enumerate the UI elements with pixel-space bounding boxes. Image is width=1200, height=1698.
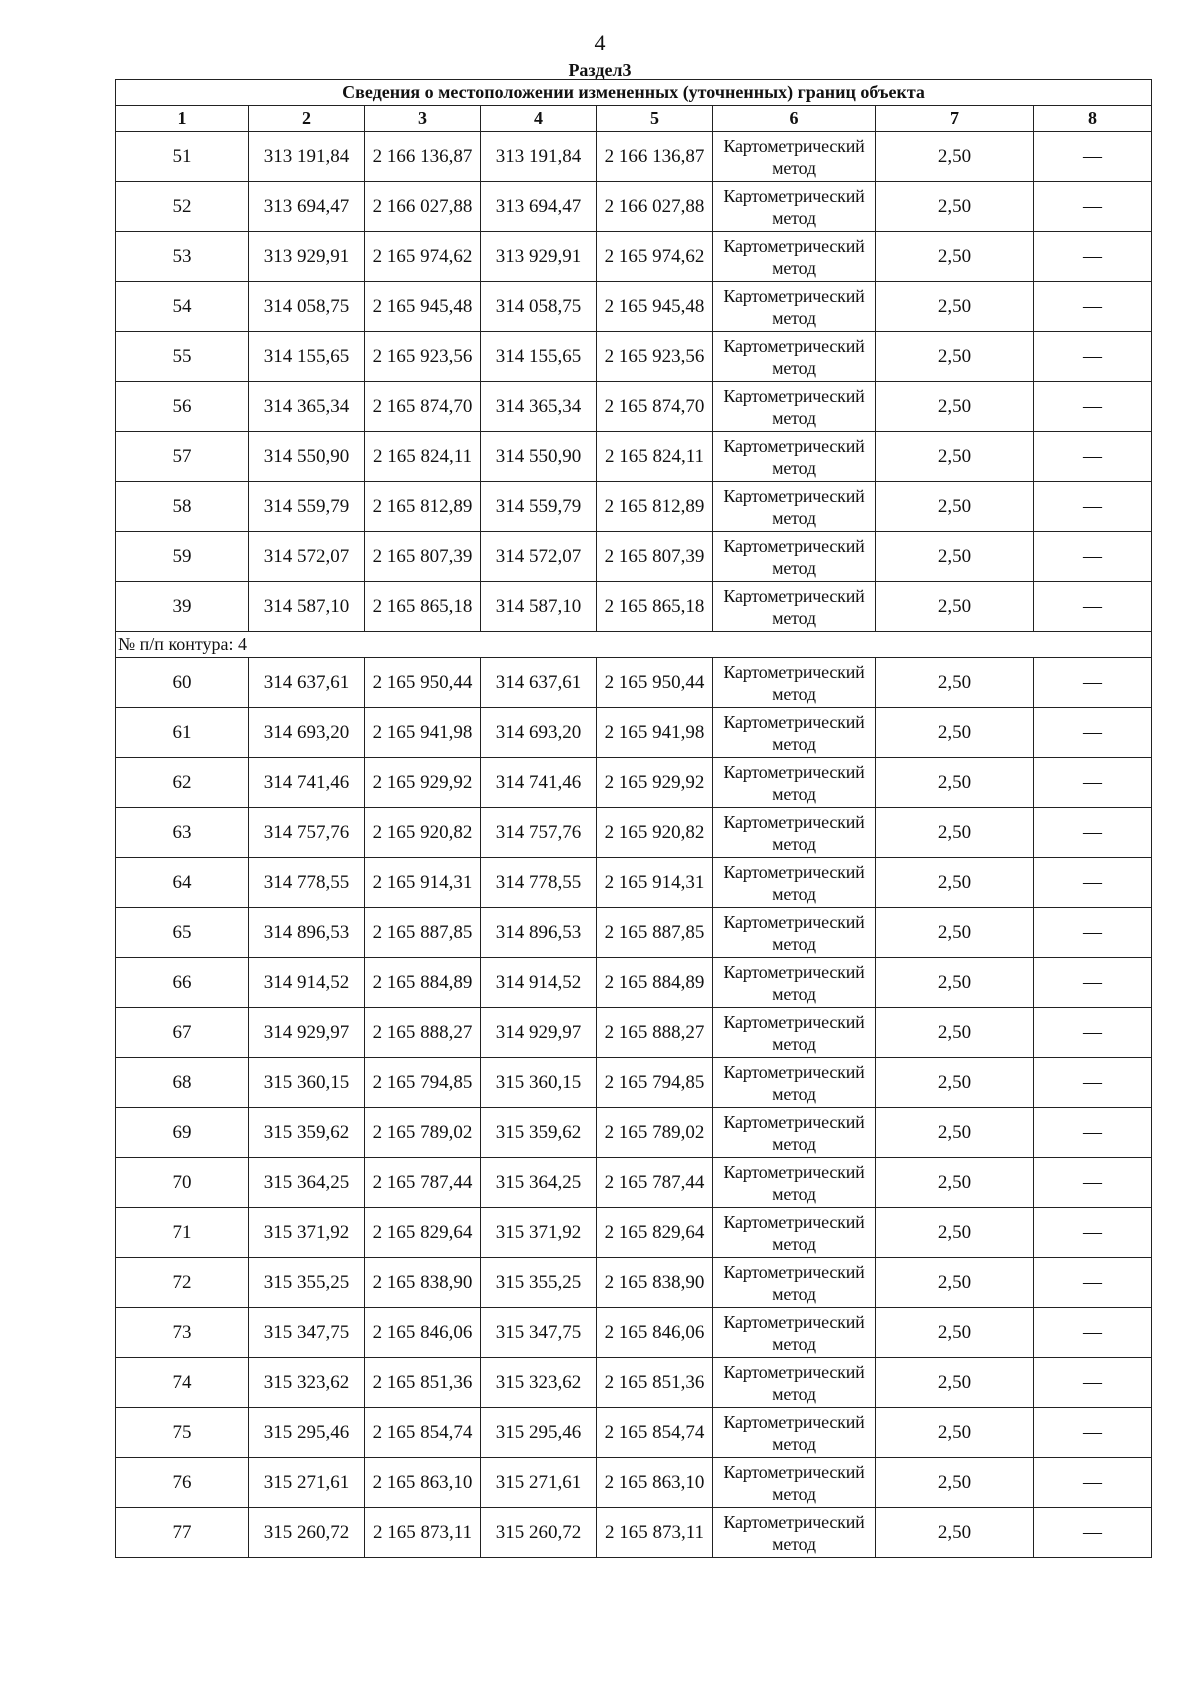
x-new-cell: 314 365,34 (481, 382, 597, 432)
coordinates-table (115, 79, 1152, 1558)
y-old-cell: 2 165 851,36 (365, 1358, 481, 1408)
contour-label: № п/п контура: 4 (116, 632, 1152, 658)
x-old-cell: 314 929,97 (249, 1008, 365, 1058)
column-header: 5 (597, 106, 713, 132)
y-new-cell: 2 165 873,11 (597, 1508, 713, 1558)
accuracy-cell: 2,50 (876, 332, 1034, 382)
method-cell: Картометрический метод (713, 582, 876, 632)
table-row (116, 1208, 1152, 1258)
table-row (116, 182, 1152, 232)
description-cell: — (1034, 958, 1152, 1008)
x-new-cell: 314 572,07 (481, 532, 597, 582)
table-row (116, 1008, 1152, 1058)
accuracy-cell: 2,50 (876, 658, 1034, 708)
x-new-cell: 314 741,46 (481, 758, 597, 808)
description-cell: — (1034, 908, 1152, 958)
method-cell: Картометрический метод (713, 282, 876, 332)
point-number-cell: 60 (116, 658, 249, 708)
method-cell: Картометрический метод (713, 858, 876, 908)
description-cell: — (1034, 1108, 1152, 1158)
x-new-cell: 315 260,72 (481, 1508, 597, 1558)
x-old-cell: 314 550,90 (249, 432, 365, 482)
table-row (116, 1058, 1152, 1108)
x-new-cell: 314 559,79 (481, 482, 597, 532)
description-cell: — (1034, 1158, 1152, 1208)
method-cell: Картометрический метод (713, 1208, 876, 1258)
accuracy-cell: 2,50 (876, 1458, 1034, 1508)
point-number-cell: 77 (116, 1508, 249, 1558)
x-new-cell: 315 347,75 (481, 1308, 597, 1358)
x-new-cell: 315 271,61 (481, 1458, 597, 1508)
point-number-cell: 39 (116, 582, 249, 632)
point-number-cell: 71 (116, 1208, 249, 1258)
y-new-cell: 2 165 789,02 (597, 1108, 713, 1158)
point-number-cell: 62 (116, 758, 249, 808)
method-cell: Картометрический метод (713, 482, 876, 532)
description-cell: — (1034, 758, 1152, 808)
method-cell: Картометрический метод (713, 808, 876, 858)
y-old-cell: 2 165 950,44 (365, 658, 481, 708)
point-number-cell: 68 (116, 1058, 249, 1108)
point-number-cell: 51 (116, 132, 249, 182)
y-new-cell: 2 165 846,06 (597, 1308, 713, 1358)
y-new-cell: 2 165 812,89 (597, 482, 713, 532)
y-old-cell: 2 165 787,44 (365, 1158, 481, 1208)
description-cell: — (1034, 282, 1152, 332)
x-new-cell: 314 155,65 (481, 332, 597, 382)
point-number-cell: 58 (116, 482, 249, 532)
y-old-cell: 2 165 838,90 (365, 1258, 481, 1308)
description-cell: — (1034, 132, 1152, 182)
y-old-cell: 2 165 888,27 (365, 1008, 481, 1058)
point-number-cell: 57 (116, 432, 249, 482)
method-cell: Картометрический метод (713, 1258, 876, 1308)
accuracy-cell: 2,50 (876, 708, 1034, 758)
y-new-cell: 2 165 945,48 (597, 282, 713, 332)
x-old-cell: 314 741,46 (249, 758, 365, 808)
x-old-cell: 315 359,62 (249, 1108, 365, 1158)
description-cell: — (1034, 1508, 1152, 1558)
accuracy-cell: 2,50 (876, 1158, 1034, 1208)
y-old-cell: 2 165 854,74 (365, 1408, 481, 1458)
accuracy-cell: 2,50 (876, 808, 1034, 858)
y-new-cell: 2 165 829,64 (597, 1208, 713, 1258)
x-old-cell: 314 914,52 (249, 958, 365, 1008)
table-row (116, 708, 1152, 758)
x-old-cell: 313 929,91 (249, 232, 365, 282)
point-number-cell: 53 (116, 232, 249, 282)
x-old-cell: 315 347,75 (249, 1308, 365, 1358)
x-old-cell: 314 896,53 (249, 908, 365, 958)
x-old-cell: 315 295,46 (249, 1408, 365, 1458)
point-number-cell: 56 (116, 382, 249, 432)
description-cell: — (1034, 658, 1152, 708)
x-new-cell: 315 360,15 (481, 1058, 597, 1108)
x-new-cell: 315 295,46 (481, 1408, 597, 1458)
x-old-cell: 315 323,62 (249, 1358, 365, 1408)
x-old-cell: 314 778,55 (249, 858, 365, 908)
accuracy-cell: 2,50 (876, 908, 1034, 958)
y-old-cell: 2 165 863,10 (365, 1458, 481, 1508)
y-new-cell: 2 165 865,18 (597, 582, 713, 632)
method-cell: Картометрический метод (713, 708, 876, 758)
method-cell: Картометрический метод (713, 758, 876, 808)
x-old-cell: 314 587,10 (249, 582, 365, 632)
table-row (116, 482, 1152, 532)
point-number-cell: 61 (116, 708, 249, 758)
table-row (116, 1458, 1152, 1508)
column-header: 8 (1034, 106, 1152, 132)
method-cell: Картометрический метод (713, 132, 876, 182)
description-cell: — (1034, 1058, 1152, 1108)
table-row (116, 658, 1152, 708)
x-old-cell: 314 058,75 (249, 282, 365, 332)
table-row (116, 432, 1152, 482)
table-row (116, 1408, 1152, 1458)
x-old-cell: 315 364,25 (249, 1158, 365, 1208)
x-new-cell: 315 371,92 (481, 1208, 597, 1258)
y-old-cell: 2 165 829,64 (365, 1208, 481, 1258)
y-new-cell: 2 165 920,82 (597, 808, 713, 858)
y-old-cell: 2 165 974,62 (365, 232, 481, 282)
table-row (116, 958, 1152, 1008)
accuracy-cell: 2,50 (876, 1058, 1034, 1108)
y-new-cell: 2 165 851,36 (597, 1358, 713, 1408)
description-cell: — (1034, 808, 1152, 858)
table-row (116, 808, 1152, 858)
x-old-cell: 315 355,25 (249, 1258, 365, 1308)
y-old-cell: 2 165 887,85 (365, 908, 481, 958)
method-cell: Картометрический метод (713, 1058, 876, 1108)
description-cell: — (1034, 382, 1152, 432)
description-cell: — (1034, 1008, 1152, 1058)
point-number-cell: 69 (116, 1108, 249, 1158)
x-new-cell: 314 550,90 (481, 432, 597, 482)
point-number-cell: 64 (116, 858, 249, 908)
column-header: 1 (116, 106, 249, 132)
accuracy-cell: 2,50 (876, 182, 1034, 232)
y-new-cell: 2 166 136,87 (597, 132, 713, 182)
contour-row (116, 632, 1152, 658)
column-header-row (116, 106, 1152, 132)
y-old-cell: 2 165 807,39 (365, 532, 481, 582)
method-cell: Картометрический метод (713, 658, 876, 708)
y-old-cell: 2 166 136,87 (365, 132, 481, 182)
y-new-cell: 2 165 863,10 (597, 1458, 713, 1508)
point-number-cell: 75 (116, 1408, 249, 1458)
description-cell: — (1034, 1458, 1152, 1508)
x-old-cell: 315 360,15 (249, 1058, 365, 1108)
table-row (116, 758, 1152, 808)
y-new-cell: 2 165 929,92 (597, 758, 713, 808)
x-old-cell: 315 260,72 (249, 1508, 365, 1558)
y-old-cell: 2 165 884,89 (365, 958, 481, 1008)
x-new-cell: 315 323,62 (481, 1358, 597, 1408)
x-old-cell: 314 757,76 (249, 808, 365, 858)
point-number-cell: 63 (116, 808, 249, 858)
method-cell: Картометрический метод (713, 1458, 876, 1508)
table-row (116, 1158, 1152, 1208)
x-new-cell: 314 637,61 (481, 658, 597, 708)
x-new-cell: 314 058,75 (481, 282, 597, 332)
description-cell: — (1034, 1308, 1152, 1358)
y-new-cell: 2 165 794,85 (597, 1058, 713, 1108)
table-row (116, 282, 1152, 332)
point-number-cell: 52 (116, 182, 249, 232)
x-old-cell: 314 572,07 (249, 532, 365, 582)
y-old-cell: 2 166 027,88 (365, 182, 481, 232)
x-old-cell: 314 559,79 (249, 482, 365, 532)
x-new-cell: 314 896,53 (481, 908, 597, 958)
y-new-cell: 2 165 941,98 (597, 708, 713, 758)
method-cell: Картометрический метод (713, 1358, 876, 1408)
y-new-cell: 2 165 874,70 (597, 382, 713, 432)
x-new-cell: 313 191,84 (481, 132, 597, 182)
point-number-cell: 54 (116, 282, 249, 332)
y-old-cell: 2 165 941,98 (365, 708, 481, 758)
column-header: 4 (481, 106, 597, 132)
x-new-cell: 315 359,62 (481, 1108, 597, 1158)
y-new-cell: 2 165 787,44 (597, 1158, 713, 1208)
point-number-cell: 74 (116, 1358, 249, 1408)
y-old-cell: 2 165 865,18 (365, 582, 481, 632)
table-row (116, 1508, 1152, 1558)
method-cell: Картометрический метод (713, 532, 876, 582)
point-number-cell: 70 (116, 1158, 249, 1208)
table-caption: Сведения о местоположении измененных (уточненных) границ объекта (116, 80, 1152, 106)
x-old-cell: 315 371,92 (249, 1208, 365, 1258)
y-old-cell: 2 165 824,11 (365, 432, 481, 482)
table-row (116, 332, 1152, 382)
method-cell: Картометрический метод (713, 332, 876, 382)
y-new-cell: 2 165 888,27 (597, 1008, 713, 1058)
x-new-cell: 315 364,25 (481, 1158, 597, 1208)
description-cell: — (1034, 482, 1152, 532)
y-old-cell: 2 165 920,82 (365, 808, 481, 858)
table-row (116, 1358, 1152, 1408)
method-cell: Картометрический метод (713, 1408, 876, 1458)
accuracy-cell: 2,50 (876, 1408, 1034, 1458)
x-old-cell: 313 191,84 (249, 132, 365, 182)
x-old-cell: 314 155,65 (249, 332, 365, 382)
y-old-cell: 2 165 945,48 (365, 282, 481, 332)
point-number-cell: 55 (116, 332, 249, 382)
y-new-cell: 2 165 974,62 (597, 232, 713, 282)
column-header: 3 (365, 106, 481, 132)
column-header: 6 (713, 106, 876, 132)
y-new-cell: 2 165 884,89 (597, 958, 713, 1008)
description-cell: — (1034, 1358, 1152, 1408)
accuracy-cell: 2,50 (876, 1108, 1034, 1158)
accuracy-cell: 2,50 (876, 382, 1034, 432)
method-cell: Картометрический метод (713, 1508, 876, 1558)
x-new-cell: 314 757,76 (481, 808, 597, 858)
x-old-cell: 313 694,47 (249, 182, 365, 232)
y-old-cell: 2 165 929,92 (365, 758, 481, 808)
description-cell: — (1034, 1258, 1152, 1308)
y-new-cell: 2 165 854,74 (597, 1408, 713, 1458)
table-row (116, 132, 1152, 182)
description-cell: — (1034, 1408, 1152, 1458)
x-old-cell: 314 693,20 (249, 708, 365, 758)
description-cell: — (1034, 582, 1152, 632)
y-old-cell: 2 165 789,02 (365, 1108, 481, 1158)
x-old-cell: 314 365,34 (249, 382, 365, 432)
y-old-cell: 2 165 874,70 (365, 382, 481, 432)
accuracy-cell: 2,50 (876, 1008, 1034, 1058)
table-row (116, 858, 1152, 908)
y-new-cell: 2 165 950,44 (597, 658, 713, 708)
accuracy-cell: 2,50 (876, 232, 1034, 282)
accuracy-cell: 2,50 (876, 1208, 1034, 1258)
table-row (116, 582, 1152, 632)
method-cell: Картометрический метод (713, 1158, 876, 1208)
point-number-cell: 65 (116, 908, 249, 958)
y-old-cell: 2 165 873,11 (365, 1508, 481, 1558)
y-new-cell: 2 165 923,56 (597, 332, 713, 382)
accuracy-cell: 2,50 (876, 1358, 1034, 1408)
x-new-cell: 315 355,25 (481, 1258, 597, 1308)
x-new-cell: 313 929,91 (481, 232, 597, 282)
point-number-cell: 67 (116, 1008, 249, 1058)
table-row (116, 1108, 1152, 1158)
accuracy-cell: 2,50 (876, 958, 1034, 1008)
point-number-cell: 76 (116, 1458, 249, 1508)
table-row (116, 1308, 1152, 1358)
method-cell: Картометрический метод (713, 432, 876, 482)
x-old-cell: 315 271,61 (249, 1458, 365, 1508)
description-cell: — (1034, 332, 1152, 382)
y-new-cell: 2 165 887,85 (597, 908, 713, 958)
y-old-cell: 2 165 923,56 (365, 332, 481, 382)
y-new-cell: 2 165 807,39 (597, 532, 713, 582)
x-new-cell: 314 914,52 (481, 958, 597, 1008)
description-cell: — (1034, 858, 1152, 908)
y-new-cell: 2 165 838,90 (597, 1258, 713, 1308)
table-row (116, 382, 1152, 432)
accuracy-cell: 2,50 (876, 758, 1034, 808)
x-old-cell: 314 637,61 (249, 658, 365, 708)
table-row (116, 908, 1152, 958)
accuracy-cell: 2,50 (876, 482, 1034, 532)
column-header: 7 (876, 106, 1034, 132)
method-cell: Картометрический метод (713, 1008, 876, 1058)
accuracy-cell: 2,50 (876, 282, 1034, 332)
column-header: 2 (249, 106, 365, 132)
description-cell: — (1034, 1208, 1152, 1258)
description-cell: — (1034, 532, 1152, 582)
y-old-cell: 2 165 812,89 (365, 482, 481, 532)
description-cell: — (1034, 432, 1152, 482)
accuracy-cell: 2,50 (876, 432, 1034, 482)
table-row (116, 1258, 1152, 1308)
x-new-cell: 313 694,47 (481, 182, 597, 232)
table-caption-row (116, 80, 1152, 106)
y-old-cell: 2 165 914,31 (365, 858, 481, 908)
point-number-cell: 66 (116, 958, 249, 1008)
x-new-cell: 314 693,20 (481, 708, 597, 758)
table-row (116, 232, 1152, 282)
accuracy-cell: 2,50 (876, 532, 1034, 582)
accuracy-cell: 2,50 (876, 1258, 1034, 1308)
method-cell: Картометрический метод (713, 182, 876, 232)
method-cell: Картометрический метод (713, 1108, 876, 1158)
accuracy-cell: 2,50 (876, 1508, 1034, 1558)
method-cell: Картометрический метод (713, 1308, 876, 1358)
description-cell: — (1034, 708, 1152, 758)
section-title: Раздел3 (568, 60, 632, 80)
description-cell: — (1034, 182, 1152, 232)
y-new-cell: 2 165 914,31 (597, 858, 713, 908)
x-new-cell: 314 778,55 (481, 858, 597, 908)
y-old-cell: 2 165 846,06 (365, 1308, 481, 1358)
accuracy-cell: 2,50 (876, 858, 1034, 908)
table-row (116, 532, 1152, 582)
method-cell: Картометрический метод (713, 232, 876, 282)
method-cell: Картометрический метод (713, 908, 876, 958)
point-number-cell: 59 (116, 532, 249, 582)
x-new-cell: 314 587,10 (481, 582, 597, 632)
point-number-cell: 73 (116, 1308, 249, 1358)
x-new-cell: 314 929,97 (481, 1008, 597, 1058)
accuracy-cell: 2,50 (876, 1308, 1034, 1358)
description-cell: — (1034, 232, 1152, 282)
accuracy-cell: 2,50 (876, 132, 1034, 182)
y-new-cell: 2 165 824,11 (597, 432, 713, 482)
y-new-cell: 2 166 027,88 (597, 182, 713, 232)
point-number-cell: 72 (116, 1258, 249, 1308)
y-old-cell: 2 165 794,85 (365, 1058, 481, 1108)
method-cell: Картометрический метод (713, 958, 876, 1008)
accuracy-cell: 2,50 (876, 582, 1034, 632)
method-cell: Картометрический метод (713, 382, 876, 432)
page-number: 4 (594, 30, 606, 55)
